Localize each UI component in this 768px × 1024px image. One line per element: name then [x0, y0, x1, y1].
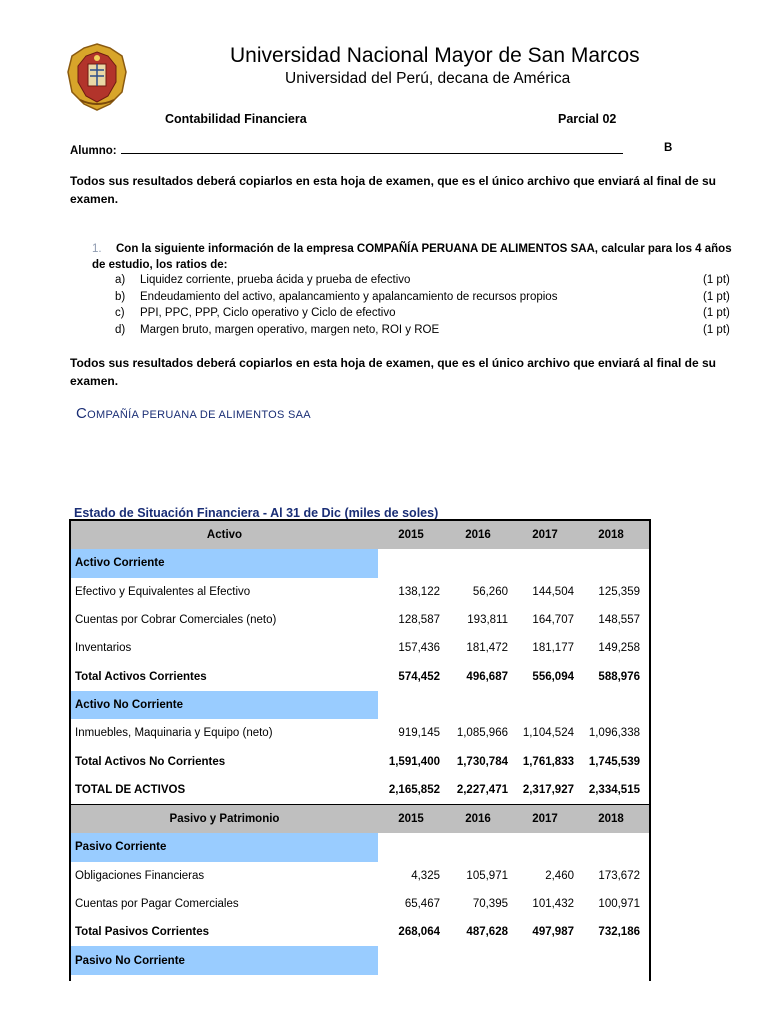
- exam-title: Parcial 02: [558, 112, 617, 126]
- total-row: Total Activos No Corrientes 1,591,400 1,730,784 1,761,833 1,745,539: [75, 755, 640, 768]
- student-field: [70, 142, 623, 157]
- instructions-top: Todos sus resultados deberá copiarlos en esta hoja de examen, que es el único archivo que enviará al final de su examen.: [70, 174, 716, 206]
- student-label: Alumno:: [70, 145, 117, 157]
- university-seal-icon: [66, 42, 128, 112]
- table-row: Efectivo y Equivalentes al Efectivo 138,122 56,260 144,504 125,359: [75, 585, 640, 598]
- table-row: Inventarios 157,436 181,472 181,177 149,258: [75, 642, 640, 655]
- section-pasivo-no-corriente: Pasivo No Corriente: [71, 946, 649, 974]
- question-1: [92, 241, 732, 273]
- list-item: a) Liquidez corriente, prueba ácida y prueba de efectivo (1 pt): [115, 274, 730, 286]
- student-name-line: [121, 142, 623, 154]
- company-name: COMPAÑÍA PERUANA DE ALIMENTOS SAA: [76, 405, 311, 422]
- instructions-bottom: Todos sus resultados deberá copiarlos en esta hoja de examen, que es el único archivo que enviará al final de su examen.: [70, 356, 716, 388]
- table-row: Cuentas por Cobrar Comerciales (neto) 128,587 193,811 164,707 148,557: [75, 614, 640, 627]
- table-header-pasivo: Pasivo y Patrimonio 2015 2016 2017 2018: [71, 804, 649, 833]
- list-item: d) Margen bruto, margen operativo, margen neto, ROI y ROE (1 pt): [115, 323, 730, 336]
- table-row: Obligaciones Financieras 4,325 105,971 2,460 173,672: [75, 869, 640, 882]
- section-pasivo-corriente: Pasivo Corriente: [71, 833, 649, 861]
- question-text: Con la siguiente información de la empresa COMPAÑÍA PERUANA DE ALIMENTOS SAA, calcular para los 4 años de estudio, los ratios de:: [92, 243, 732, 271]
- university-subtitle: Universidad del Perú, decana de América: [285, 70, 571, 87]
- table-header-activo: Activo 2015 2016 2017 2018: [71, 521, 649, 549]
- total-row: Total Activos Corrientes 574,452 496,687 556,094 588,976: [75, 670, 640, 683]
- section-activo-no-corriente: Activo No Corriente: [71, 691, 649, 719]
- section-letter: B: [664, 142, 673, 154]
- table-row: Cuentas por Pagar Comerciales 65,467 70,395 101,432 100,971: [75, 898, 640, 910]
- question-subitems: [115, 272, 735, 338]
- course-title: Contabilidad Financiera: [165, 112, 307, 126]
- question-number: 1.: [92, 243, 102, 255]
- grand-total-row: TOTAL DE ACTIVOS 2,165,852 2,227,471 2,317,927 2,334,515: [75, 783, 640, 796]
- list-item: b) Endeudamiento del activo, apalancamiento y apalancamiento de recursos propios (1 pt): [115, 290, 730, 303]
- university-title: Universidad Nacional Mayor de San Marcos: [230, 44, 640, 67]
- section-activo-corriente: Activo Corriente: [71, 549, 649, 577]
- list-item: c) PPI, PPC, PPP, Ciclo operativo y Ciclo de efectivo (1 pt): [115, 307, 730, 319]
- balance-sheet-table: [69, 519, 651, 981]
- total-row: Total Pasivos Corrientes 268,064 487,628 497,987 732,186: [75, 926, 640, 939]
- table-title: Estado de Situación Financiera - Al 31 de Dic (miles de soles): [74, 506, 439, 520]
- table-row: Inmuebles, Maquinaria y Equipo (neto) 919,145 1,085,966 1,104,524 1,096,338: [75, 727, 640, 740]
